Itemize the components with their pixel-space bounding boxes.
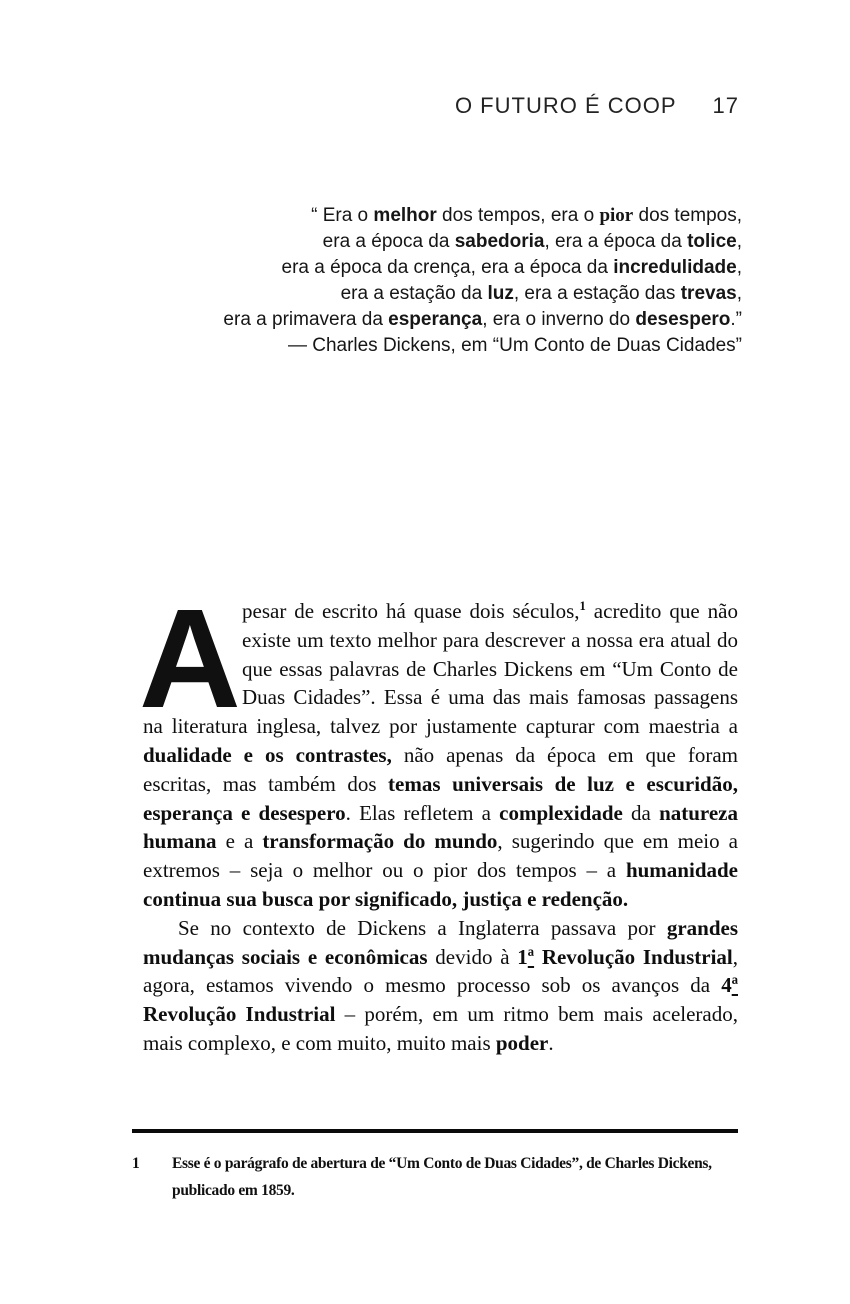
paragraph-1-text: pesar de escrito há quase dois séculos,$^1$ acredito que não existe um texto melhor para descrever a nossa era atual do que essas palavras de Charles Dickens em “Um Conto de Duas Cidades”. Essa é uma das mais famosas passagens na literatura inglesa, talvez por justamente capturar com maestria a dualidade e os contrastes, não apenas da época em que foram escritas, mas também dos temas universais de luz e escuridão, esperança e desespero. Elas refletem a complexidade da natureza humana e a transformação do mundo, sugerindo que em meio a extremos – seja o melhor ou o pior dos tempos – a humanidade continua sua busca por significado, justiça e redenção.	[143, 599, 738, 911]
footnote	[132, 1150, 740, 1204]
paragraph-2	[143, 914, 738, 1058]
footnote-text: Esse é o parágrafo de abertura de “Um Conto de Duas Cidades”, de Charles Dickens, publicado em 1859.	[172, 1155, 712, 1199]
running-header	[455, 93, 739, 119]
epigraph-line-2: era a época da sabedoria, era a época da tolice,	[322, 231, 742, 252]
epigraph	[82, 203, 742, 359]
footnote-rule	[132, 1129, 738, 1133]
epigraph-attribution: — Charles Dickens, em “Um Conto de Duas Cidades”	[287, 335, 742, 356]
epigraph-line-4: era a estação da luz, era a estação das trevas,	[340, 283, 742, 304]
page-number: 17	[712, 93, 739, 118]
epigraph-line-3: era a época da crença, era a época da incredulidade,	[281, 257, 742, 278]
epigraph-line-5: era a primavera da esperança, era o inverno do desespero.”	[223, 309, 742, 330]
drop-cap: A	[139, 579, 239, 737]
epigraph-line-1: “ Era o melhor dos tempos, era o pior dos tempos,	[311, 205, 742, 226]
running-header-title: O FUTURO É COOP	[454, 93, 677, 118]
footnote-marker: 1	[132, 1155, 140, 1172]
paragraph-2-text: Se no contexto de Dickens a Inglaterra passava por grandes mudanças sociais e econômicas devido à 1ª Revolução Industrial, agora, estamos vivendo o mesmo processo sob os avanços da 4ª Revolução Industrial – porém, em um ritmo bem mais acelerado, mais complexo, e com muito, muito mais poder.	[143, 915, 739, 1055]
body-text	[139, 579, 739, 1058]
